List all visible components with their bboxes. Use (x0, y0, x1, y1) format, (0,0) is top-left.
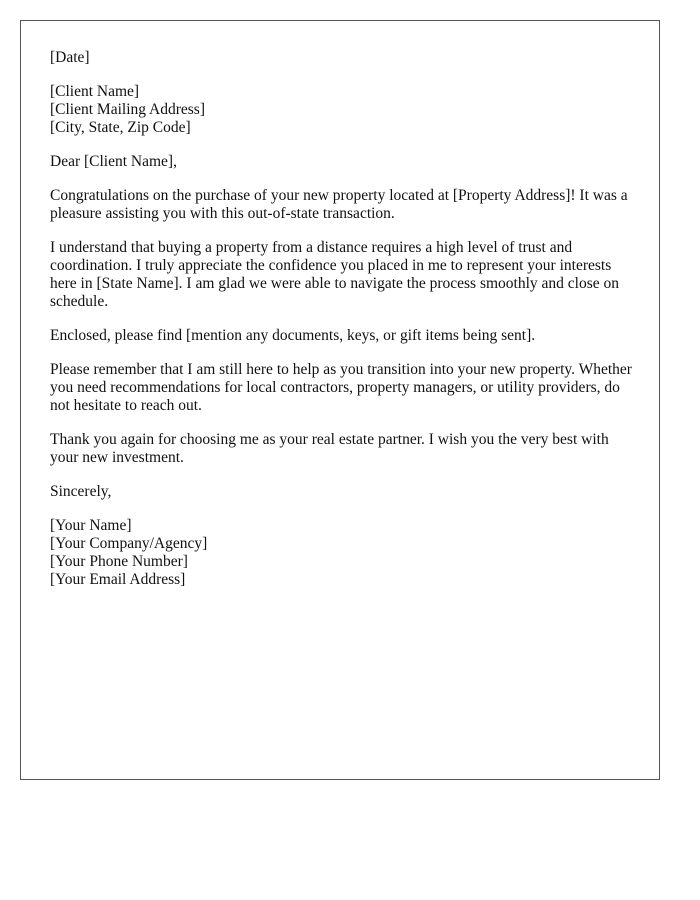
body-paragraph: Please remember that I am still here to help as you transition into your new property. Whether you need recommendations for local contractors, property managers, or utility providers, do not hesitate to reach out. (50, 361, 632, 414)
recipient-city-state-zip: [City, State, Zip Code] (50, 119, 191, 136)
recipient-block (50, 83, 640, 137)
letter-body (50, 49, 640, 605)
body-paragraph: I understand that buying a property from a distance requires a high level of trust and coordination. I truly appreciate the confidence you placed in me to represent your interests here in [State Name]. I am glad we were able to navigate the process smoothly and close on schedule. (50, 239, 619, 310)
signature-name: [Your Name] (50, 517, 132, 534)
body-paragraph: Thank you again for choosing me as your real estate partner. I wish you the very best with your new investment. (50, 431, 609, 466)
signature-email: [Your Email Address] (50, 571, 186, 588)
letter-page (20, 20, 660, 780)
letter-date: [Date] (50, 49, 90, 66)
salutation: Dear [Client Name], (50, 153, 177, 170)
signature-phone: [Your Phone Number] (50, 553, 188, 570)
body-paragraph: Congratulations on the purchase of your new property located at [Property Address]! It was a pleasure assisting you with this out-of-state transaction. (50, 187, 628, 222)
body-paragraph: Enclosed, please find [mention any documents, keys, or gift items being sent]. (50, 327, 536, 344)
signature-company: [Your Company/Agency] (50, 535, 208, 552)
recipient-address: [Client Mailing Address] (50, 101, 205, 118)
recipient-name: [Client Name] (50, 83, 140, 100)
closing: Sincerely, (50, 483, 112, 500)
signature-block (50, 517, 640, 589)
